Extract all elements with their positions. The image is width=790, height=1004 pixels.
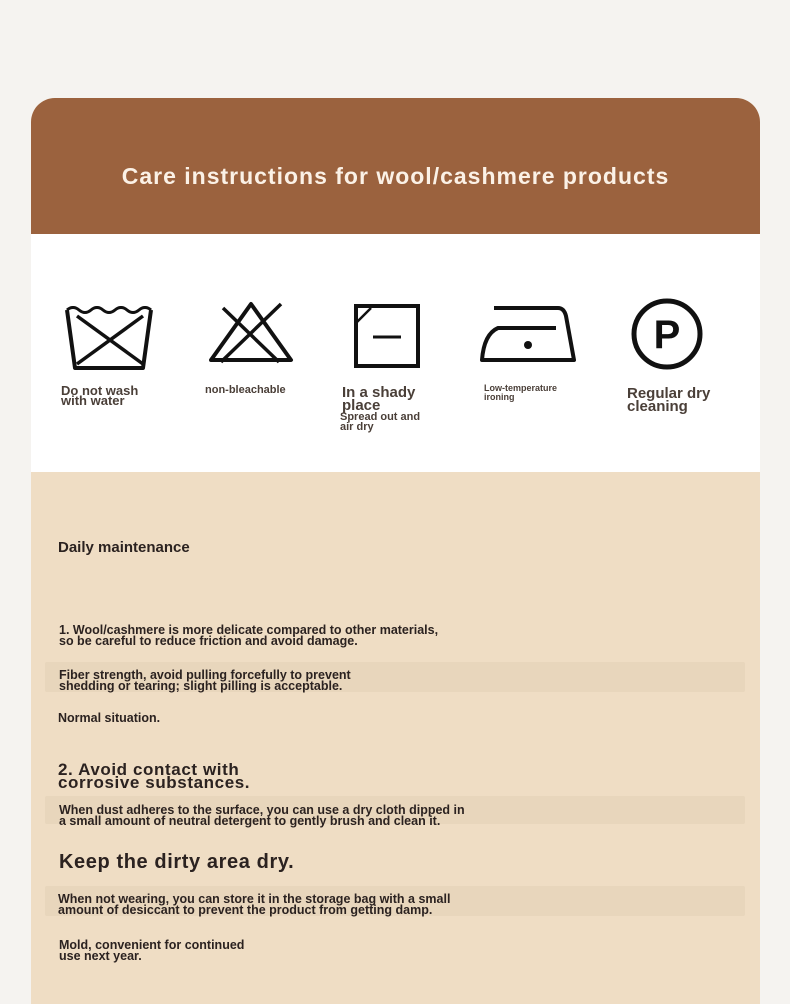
care-label-no-bleach: non-bleachable [205, 384, 286, 396]
daily-maintenance-section [31, 472, 760, 1004]
maintenance-paragraph-7: When not wearing, you can store it in the storage bag with a small amount of desiccant to prevent the product from getting damp. [58, 892, 451, 917]
maintenance-paragraph-2: Fiber strength, avoid pulling forcefully to prevent shedding or tearing; slight pilling is acceptable. [59, 668, 351, 693]
care-label-do-not-wash: Do not wash with water [61, 383, 139, 408]
maintenance-heading: Daily maintenance [58, 539, 190, 556]
low-temp-iron-icon [478, 306, 578, 366]
dry-clean-icon [630, 297, 704, 371]
care-label-low-temp-iron: Low-temperature ironing [484, 383, 558, 402]
maintenance-paragraph-3: Normal situation. [58, 711, 161, 725]
care-symbols-panel [31, 234, 760, 472]
svg-text:P: P [653, 313, 681, 357]
no-bleach-icon [203, 300, 299, 364]
maintenance-paragraph-4: 2. Avoid contact with corrosive substances. [58, 760, 251, 792]
maintenance-paragraph-5: When dust adheres to the surface, you can use a dry cloth dipped in a small amount of neutral detergent to gently brush and clean it. [59, 803, 465, 828]
care-header [31, 98, 760, 234]
care-symbol-no-bleach [203, 300, 299, 364]
care-label-shade-dry: In a shady place [342, 384, 416, 414]
shade-dry-icon [353, 304, 421, 368]
do-not-wash-icon [65, 306, 155, 370]
care-sublabel-shade-dry: Spread out and air dry [340, 411, 421, 433]
care-label-dry-clean: Regular dry cleaning [627, 385, 711, 415]
page-title: Care instructions for wool/cashmere products [121, 163, 670, 189]
maintenance-paragraph-6: Keep the dirty area dry. [59, 851, 295, 873]
care-symbol-shade-dry [353, 304, 421, 368]
care-symbol-low-temp-iron [478, 306, 578, 366]
care-card [31, 98, 760, 1004]
maintenance-paragraph-8: Mold, convenient for continued use next year. [59, 938, 245, 963]
maintenance-paragraph-1: 1. Wool/cashmere is more delicate compared to other materials, so be careful to reduce friction and avoid damage. [59, 623, 439, 648]
care-symbol-dry-clean [630, 297, 704, 371]
care-symbol-do-not-wash [65, 306, 155, 370]
